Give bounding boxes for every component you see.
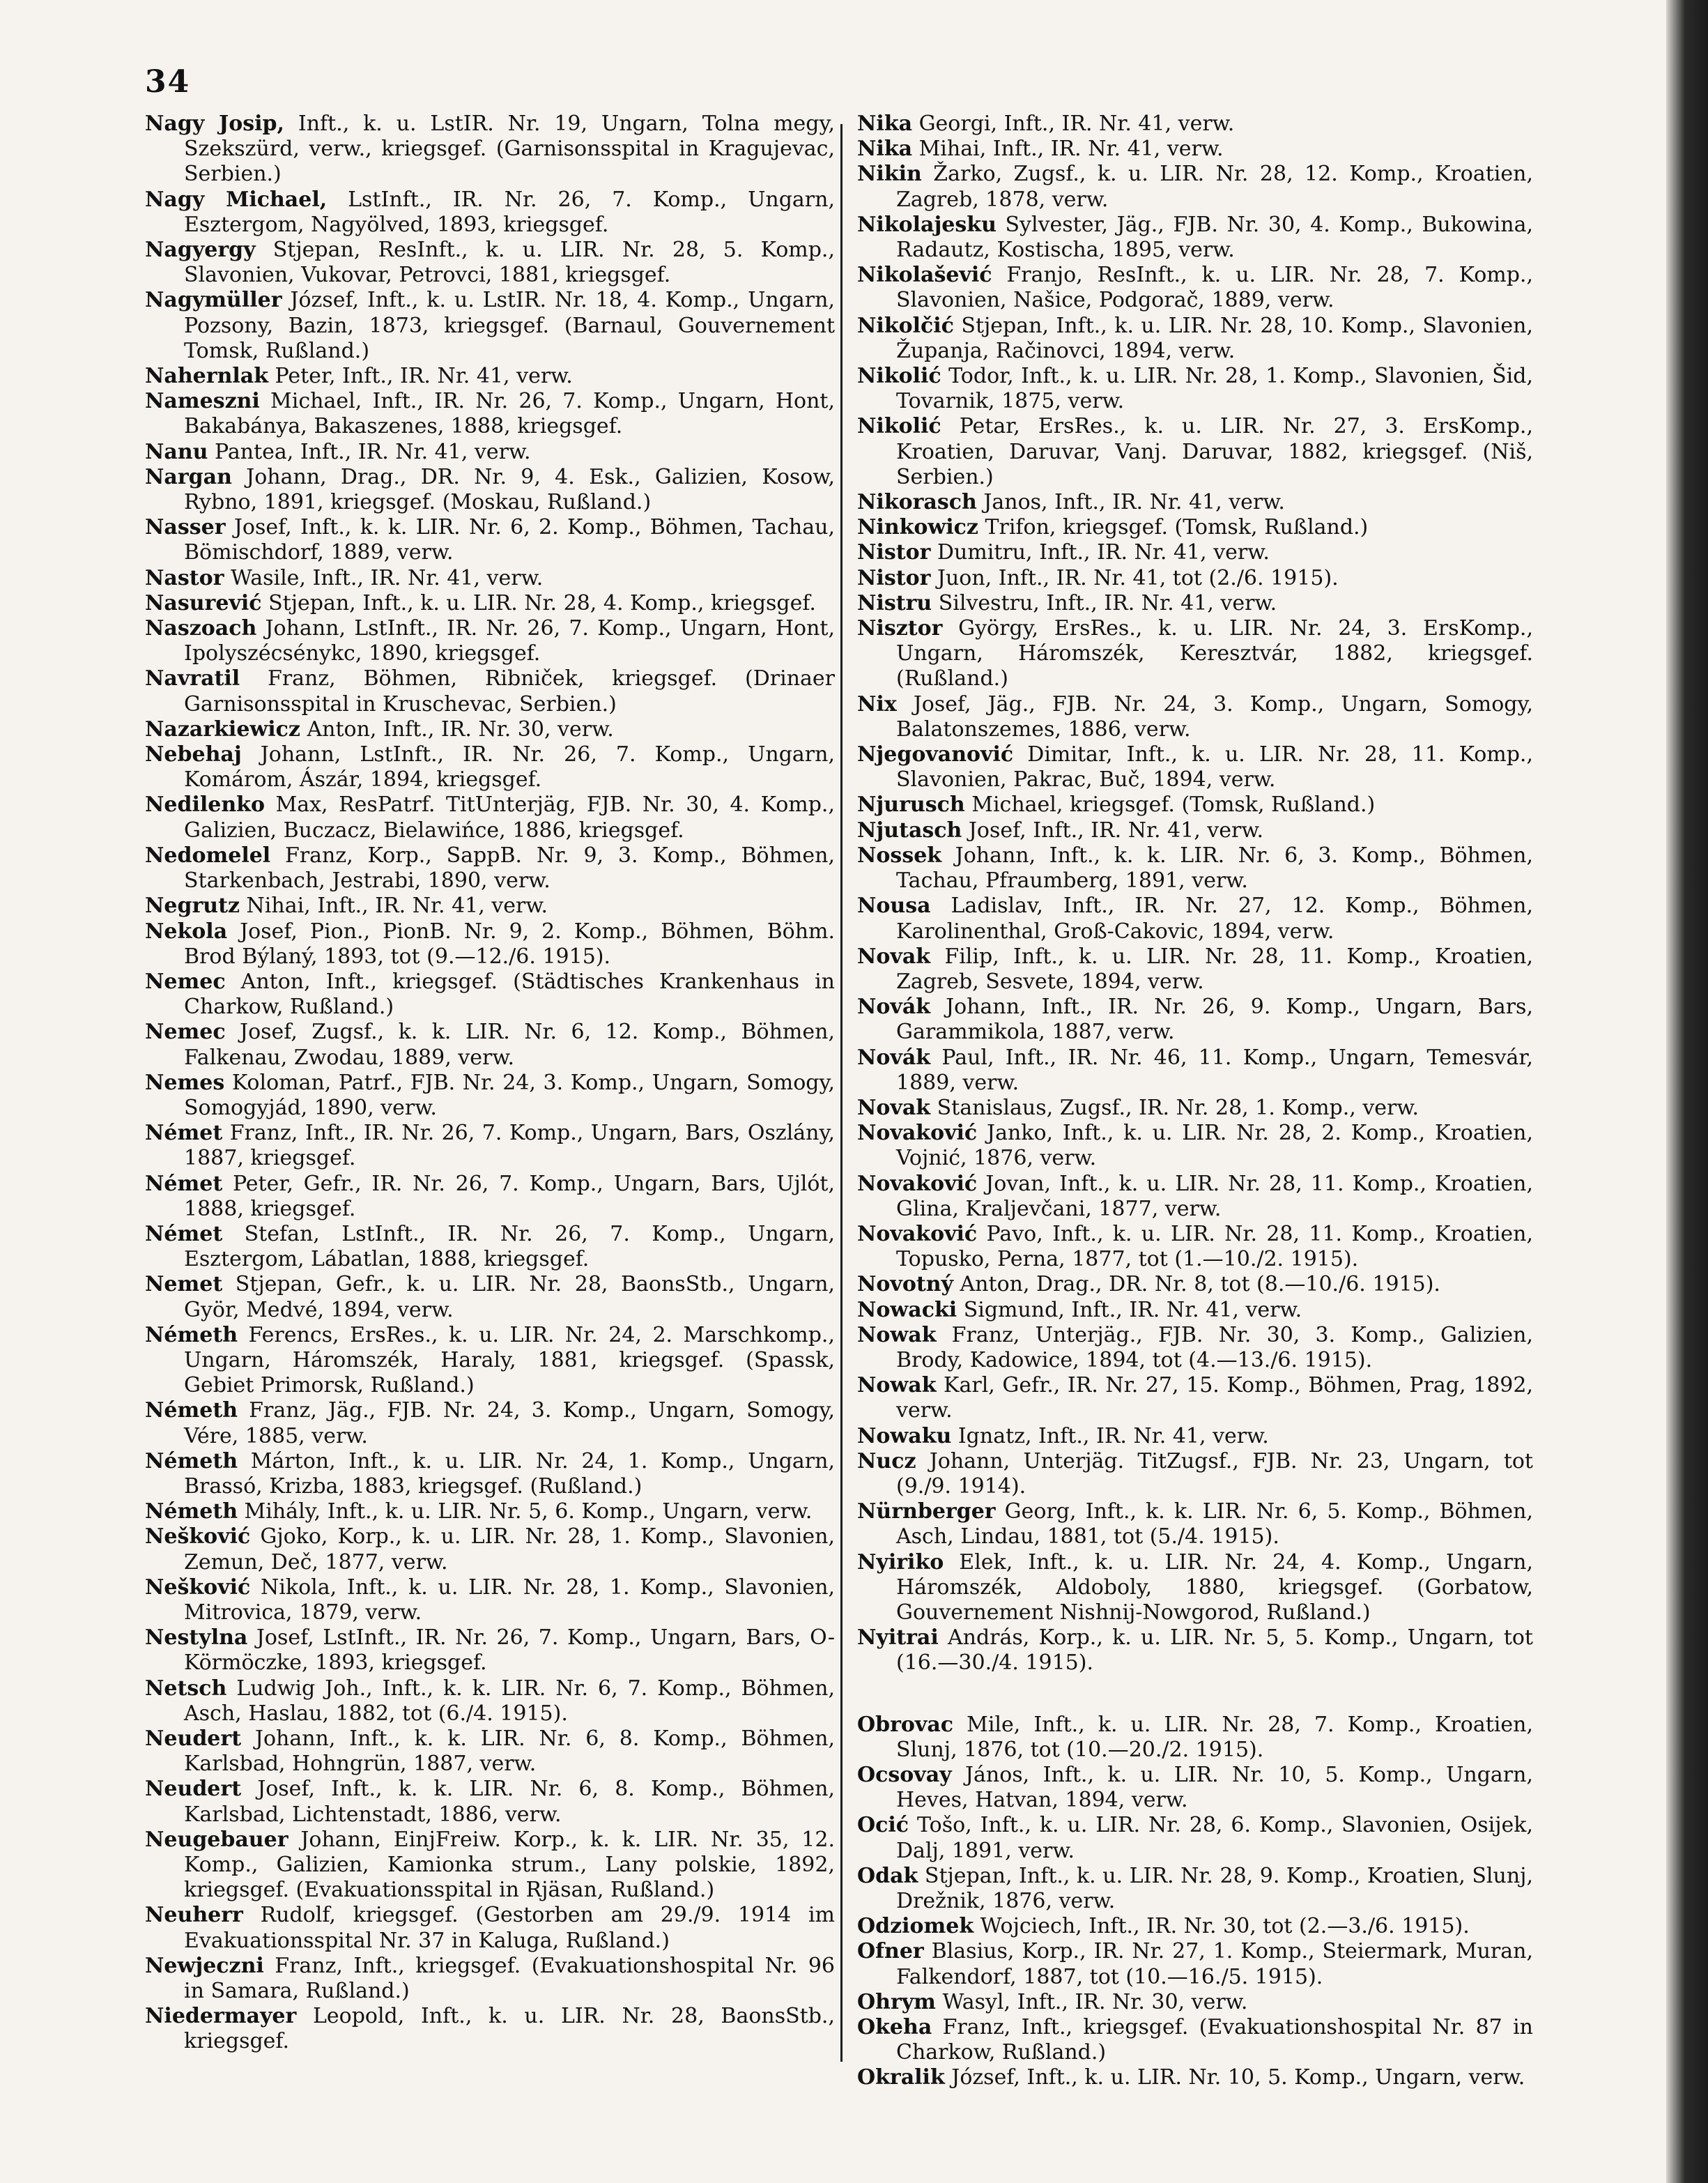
roster-entry	[857, 1914, 1533, 1939]
entry-details: Filip, Inft., k. u. LIR. Nr. 28, 11. Komp., Kroatien, Zagreb, Sesvete, 1894, verw.	[896, 944, 1533, 994]
entry-details: György, ErsRes., k. u. LIR. Nr. 24, 3. ErsKomp., Ungarn, Háromszék, Keresztvár, 1882, kriegsgef. (Rußland.)	[896, 616, 1533, 691]
entry-details: Anton, Inft., kriegsgef. (Städtisches Krankenhaus in Charkow, Rußland.)	[184, 969, 835, 1020]
roster-entry	[857, 792, 1533, 818]
roster-entry	[857, 616, 1533, 692]
entry-surname: Nanu	[145, 439, 208, 464]
entry-surname: Njegovanović	[857, 742, 1014, 767]
roster-entry	[857, 818, 1533, 843]
entry-surname: Nika	[857, 112, 913, 136]
entry-details: Ladislav, Inft., IR. Nr. 27, 12. Komp., Böhmen, Karolinenthal, Groß-Cakovic, 1894, verw.	[896, 894, 1533, 944]
entry-surname: Negrutz	[145, 894, 240, 919]
entry-surname: Nikolić	[857, 414, 941, 439]
roster-entry	[145, 1398, 835, 1448]
entry-surname: Nikolašević	[857, 263, 992, 288]
entry-surname: Német	[145, 1221, 223, 1246]
entry-details: Josef, Inft., k. k. LIR. Nr. 6, 2. Komp., Böhmen, Tachau, Bömischdorf, 1889, verw.	[184, 515, 835, 565]
entry-surname: Okeha	[857, 2015, 932, 2040]
entry-surname: Nürnberger	[857, 1499, 996, 1524]
entry-details: Stjepan, Gefr., k. u. LIR. Nr. 28, BaonsStb., Ungarn, Györ, Medvé, 1894, verw.	[184, 1272, 835, 1322]
roster-entry	[857, 490, 1533, 515]
entry-details: Wasyl, Inft., IR. Nr. 30, verw.	[935, 1989, 1248, 2014]
entry-details: Elek, Inft., k. u. LIR. Nr. 24, 4. Komp., Ungarn, Háromszék, Aldoboly, 1880, kriegsgef. (Gorbatow, Gouvernement Nishnij-Nowgorod, Rußland.)	[896, 1549, 1533, 1625]
entry-details: Janos, Inft., IR. Nr. 41, verw.	[976, 490, 1285, 515]
entry-details: Johann, Inft., k. k. LIR. Nr. 6, 3. Komp., Böhmen, Tachau, Pfraumberg, 1891, verw.	[896, 843, 1533, 894]
entry-surname: Nagy Josip,	[145, 112, 284, 136]
page-number: 34	[145, 64, 191, 100]
roster-entry	[145, 1020, 835, 1070]
entry-surname: Nemec	[145, 969, 226, 994]
entry-surname: Nemec	[145, 1020, 226, 1045]
entry-details: Franz, Inft., kriegsgef. (Evakuationshospital Nr. 87 in Charkow, Rußland.)	[896, 2015, 1533, 2065]
entry-surname: Nika	[857, 137, 913, 162]
roster-entry	[145, 742, 835, 792]
entry-surname: Nikolajesku	[857, 212, 997, 237]
roster-entry	[857, 843, 1533, 894]
roster-entry	[857, 1449, 1533, 1499]
entry-details: Franz, Inft., IR. Nr. 26, 7. Komp., Ungarn, Bars, Oszlány, 1887, kriegsgef.	[184, 1121, 835, 1171]
entry-surname: Nowak	[857, 1373, 937, 1398]
entry-details: Max, ResPatrf. TitUnterjäg, FJB. Nr. 30, 4. Komp., Galizien, Buczacz, Bielawińce, 1886, kriegsgef.	[184, 792, 835, 843]
roster-entry	[857, 263, 1533, 313]
entry-details: Anton, Drag., DR. Nr. 8, tot (8.—10./6. 1915).	[953, 1272, 1440, 1297]
right-column-o-section	[857, 1713, 1533, 2091]
entry-details: Leopold, Inft., k. u. LIR. Nr. 28, BaonsStb., kriegsgef.	[184, 2004, 835, 2054]
entry-surname: Niedermayer	[145, 2004, 297, 2029]
entry-surname: Nowak	[857, 1322, 937, 1347]
entry-details: Josef, Pion., PionB. Nr. 9, 2. Komp., Böhmen, Böhm. Brod Býlaný, 1893, tot (9.—12./6. 1915).	[184, 919, 835, 969]
entry-details: Franz, Jäg., FJB. Nr. 24, 3. Komp., Ungarn, Somogy, Vére, 1885, verw.	[184, 1398, 835, 1448]
roster-entry	[145, 112, 835, 187]
entry-surname: Nikin	[857, 162, 922, 187]
entry-surname: Németh	[145, 1322, 238, 1347]
entry-details: Wojciech, Inft., IR. Nr. 30, tot (2.—3./6. 1915).	[974, 1914, 1470, 1939]
entry-surname: Németh	[145, 1398, 238, 1423]
entry-surname: Nebehaj	[145, 742, 242, 767]
entry-details: Wasile, Inft., IR. Nr. 41, verw.	[224, 565, 544, 590]
entry-details: Tošo, Inft., k. u. LIR. Nr. 28, 6. Komp., Slavonien, Osijek, Dalj, 1891, verw.	[896, 1813, 1533, 1863]
roster-entry	[857, 540, 1533, 565]
roster-entry	[145, 616, 835, 666]
roster-entry	[145, 1172, 835, 1222]
entry-surname: Nagyergy	[145, 238, 256, 263]
entry-surname: Nyitrai	[857, 1625, 939, 1650]
entry-surname: Nešković	[145, 1524, 251, 1549]
entry-surname: Nikorasch	[857, 490, 977, 515]
entry-details: Stjepan, Inft., k. u. LIR. Nr. 28, 4. Komp., kriegsgef.	[261, 590, 816, 615]
roster-entry	[857, 1373, 1533, 1423]
entry-surname: Novák	[857, 995, 931, 1020]
roster-entry	[857, 414, 1533, 490]
entry-details: Silvestru, Inft., IR. Nr. 41, verw.	[932, 590, 1277, 615]
roster-entry	[145, 364, 835, 389]
entry-details: Blasius, Korp., IR. Nr. 27, 1. Komp., Steiermark, Muran, Falkendorf, 1887, tot (10.—16./5. 1915).	[896, 1939, 1533, 1989]
entry-surname: Nowacki	[857, 1297, 957, 1322]
entry-details: Petar, ErsRes., k. u. LIR. Nr. 27, 3. ErsKomp., Kroatien, Daruvar, Vanj. Daruvar, 1882, kriegsgef. (Niš, Serbien.)	[896, 414, 1533, 489]
entry-details: Márton, Inft., k. u. LIR. Nr. 24, 1. Komp., Ungarn, Brassó, Krizba, 1883, kriegsgef. (Rußland.)	[184, 1448, 835, 1499]
entry-details: Johann, EinjFreiw. Korp., k. k. LIR. Nr. 35, 12. Komp., Galizien, Kamionka strum., Lany polskie, 1892, kriegsgef. (Evakuationsspital in Rjäsan, Rußland.)	[184, 1827, 835, 1903]
entry-details: Josef, Inft., IR. Nr. 41, verw.	[962, 818, 1264, 843]
left-column	[145, 112, 835, 2055]
entry-surname: Németh	[145, 1499, 238, 1524]
entry-surname: Newjeczni	[145, 1953, 264, 1978]
entry-surname: Nousa	[857, 894, 931, 919]
entry-surname: Nagy Michael,	[145, 187, 328, 212]
roster-entry	[857, 1272, 1533, 1297]
roster-entry	[857, 1298, 1533, 1323]
entry-details: András, Korp., k. u. LIR. Nr. 5, 5. Komp., Ungarn, tot (16.—30./4. 1915).	[896, 1625, 1533, 1676]
entry-details: József, Inft., k. u. LIR. Nr. 10, 5. Komp., Ungarn, verw.	[944, 2065, 1525, 2090]
entry-surname: Nasser	[145, 515, 226, 540]
roster-entry	[857, 137, 1533, 162]
roster-entry	[145, 1323, 835, 1399]
entry-surname: Navratil	[145, 666, 240, 691]
entry-details: Johann, LstInft., IR. Nr. 26, 7. Komp., Ungarn, Komárom, Ászár, 1894, kriegsgef.	[184, 742, 835, 792]
entry-details: József, Inft., k. u. LstIR. Nr. 18, 4. Komp., Ungarn, Pozsony, Bazin, 1873, kriegsgef. (Barnaul, Gouvernement Tomsk, Rußland.)	[184, 288, 835, 363]
roster-entry	[857, 112, 1533, 137]
roster-entry	[145, 1272, 835, 1322]
entry-details: Todor, Inft., k. u. LIR. Nr. 28, 1. Komp., Slavonien, Šid, Tovarnik, 1875, verw.	[896, 364, 1533, 414]
entry-surname: Neudert	[145, 1777, 242, 1802]
entry-surname: Novaković	[857, 1121, 978, 1146]
entry-surname: Neudert	[145, 1726, 242, 1751]
section-gap	[857, 1676, 1533, 1713]
roster-entry	[145, 1625, 835, 1676]
roster-entry	[145, 1676, 835, 1726]
entry-surname: Obrovac	[857, 1712, 954, 1737]
roster-entry	[857, 1550, 1533, 1626]
roster-entry	[857, 742, 1533, 792]
roster-entry	[857, 1625, 1533, 1676]
entry-details: Karl, Gefr., IR. Nr. 27, 15. Komp., Böhmen, Prag, 1892, verw.	[896, 1373, 1533, 1423]
entry-surname: Német	[145, 1121, 223, 1146]
entry-surname: Novaković	[857, 1221, 978, 1246]
entry-surname: Német	[145, 1171, 223, 1196]
entry-surname: Nagymüller	[145, 288, 282, 313]
roster-entry	[145, 591, 835, 616]
entry-details: Nihai, Inft., IR. Nr. 41, verw.	[240, 894, 548, 919]
entry-details: Sylvester, Jäg., FJB. Nr. 30, 4. Komp., Bukowina, Radautz, Kostischa, 1895, verw.	[896, 212, 1533, 263]
roster-entry	[145, 1524, 835, 1575]
roster-entry	[857, 162, 1533, 212]
entry-details: Peter, Inft., IR. Nr. 41, verw.	[268, 364, 573, 389]
roster-entry	[145, 1499, 835, 1524]
roster-entry	[145, 1121, 835, 1171]
entry-details: Ferencs, ErsRes., k. u. LIR. Nr. 24, 2. Marschkomp., Ungarn, Háromszék, Haraly, 1881, kriegsgef. (Spassk, Gebiet Primorsk, Rußland.)	[184, 1322, 835, 1398]
entry-surname: Netsch	[145, 1676, 227, 1701]
entry-details: Josef, Jäg., FJB. Nr. 24, 3. Komp., Ungarn, Somogy, Balatonszemes, 1886, verw.	[896, 691, 1533, 742]
roster-entry	[857, 1323, 1533, 1373]
entry-details: Pavo, Inft., k. u. LIR. Nr. 28, 11. Komp., Kroatien, Topusko, Perna, 1877, tot (1.—10./2. 1915).	[896, 1221, 1533, 1272]
entry-details: Janko, Inft., k. u. LIR. Nr. 28, 2. Komp., Kroatien, Vojnić, 1876, verw.	[896, 1121, 1533, 1171]
entry-details: Trifon, kriegsgef. (Tomsk, Rußland.)	[978, 515, 1369, 540]
entry-surname: Ohrym	[857, 1989, 936, 2014]
page-edge-shadow	[1666, 0, 1708, 2183]
entry-surname: Njutasch	[857, 818, 962, 843]
entry-surname: Naszoach	[145, 616, 257, 641]
entry-surname: Neugebauer	[145, 1827, 288, 1852]
entry-surname: Njurusch	[857, 792, 965, 818]
entry-surname: Odziomek	[857, 1914, 974, 1939]
roster-entry	[857, 515, 1533, 540]
roster-entry	[857, 995, 1533, 1045]
roster-entry	[145, 1726, 835, 1777]
entry-details: Inft., k. u. LstIR. Nr. 19, Ungarn, Tolna megy, Szekszürd, verw., kriegsgef. (Garnisonsspital in Kragujevac, Serbien.)	[184, 112, 836, 187]
entry-surname: Nemet	[145, 1272, 223, 1297]
roster-entry	[145, 515, 835, 565]
roster-entry	[857, 1499, 1533, 1549]
roster-entry	[857, 1864, 1533, 1914]
roster-entry	[857, 894, 1533, 944]
roster-entry	[857, 1045, 1533, 1096]
entry-details: Franz, Inft., kriegsgef. (Evakuationshospital Nr. 96 in Samara, Rußland.)	[184, 1953, 835, 2004]
entry-surname: Nikolić	[857, 364, 941, 389]
roster-entry	[857, 314, 1533, 364]
roster-entry	[857, 591, 1533, 616]
entry-details: Rudolf, kriegsgef. (Gestorben am 29./9. 1914 im Evakuationsspital Nr. 37 in Kaluga, Rußland.)	[184, 1903, 835, 1953]
roster-entry	[145, 1828, 835, 1904]
right-column	[857, 112, 1533, 2091]
roster-entry	[145, 1777, 835, 1827]
entry-details: Johann, Inft., k. k. LIR. Nr. 6, 8. Komp., Böhmen, Karlsbad, Hohngrün, 1887, verw.	[184, 1726, 835, 1777]
entry-surname: Nameszni	[145, 389, 260, 414]
entry-surname: Neuherr	[145, 1903, 243, 1928]
roster-entry	[145, 566, 835, 591]
column-divider	[840, 124, 843, 2062]
entry-details: Ignatz, Inft., IR. Nr. 41, verw.	[951, 1423, 1269, 1448]
entry-details: Sigmund, Inft., IR. Nr. 41, verw.	[957, 1297, 1302, 1322]
entry-surname: Ocić	[857, 1813, 909, 1838]
entry-details: Stanislaus, Zugsf., IR. Nr. 28, 1. Komp., verw.	[930, 1095, 1420, 1120]
entry-details: Stjepan, ResInft., k. u. LIR. Nr. 28, 5. Komp., Slavonien, Vukovar, Petrovci, 1881, kriegsgef.	[184, 238, 835, 288]
entry-details: Mihai, Inft., IR. Nr. 41, verw.	[912, 137, 1224, 162]
entry-surname: Ninkowicz	[857, 515, 978, 540]
entry-surname: Nistor	[857, 565, 931, 590]
entry-surname: Nazarkiewicz	[145, 717, 300, 742]
entry-details: Koloman, Patrf., FJB. Nr. 24, 3. Komp., Ungarn, Somogy, Somogyjád, 1890, verw.	[184, 1070, 835, 1120]
roster-entry	[145, 1575, 835, 1625]
entry-surname: Nix	[857, 691, 897, 717]
entry-details: Franz, Unterjäg., FJB. Nr. 30, 3. Komp., Galizien, Brody, Kadowice, 1894, tot (4.—13./6. 1915).	[896, 1322, 1533, 1372]
entry-details: Stefan, LstInft., IR. Nr. 26, 7. Komp., Ungarn, Esztergom, Lábatlan, 1888, kriegsgef.	[184, 1221, 835, 1272]
entry-details: Dimitar, Inft., k. u. LIR. Nr. 28, 11. Komp., Slavonien, Pakrac, Buč, 1894, verw.	[896, 742, 1533, 792]
entry-surname: Nossek	[857, 843, 942, 868]
entry-details: Stjepan, Inft., k. u. LIR. Nr. 28, 9. Komp., Kroatien, Slunj, Drežnik, 1876, verw.	[896, 1863, 1533, 1914]
roster-entry	[857, 692, 1533, 742]
roster-entry	[145, 465, 835, 515]
entry-surname: Novák	[857, 1045, 931, 1070]
right-column-n-section	[857, 112, 1533, 1676]
entry-details: Paul, Inft., IR. Nr. 46, 11. Komp., Ungarn, Temesvár, 1889, verw.	[896, 1045, 1533, 1095]
entry-details: Jovan, Inft., k. u. LIR. Nr. 28, 11. Komp., Kroatien, Glina, Kraljevčani, 1877, verw.	[896, 1171, 1533, 1221]
roster-entry	[857, 2065, 1533, 2090]
entry-details: Michael, kriegsgef. (Tomsk, Rußland.)	[964, 792, 1376, 818]
entry-surname: Nedilenko	[145, 792, 265, 818]
entry-details: Johann, Drag., DR. Nr. 9, 4. Esk., Galizien, Kosow, Rybno, 1891, kriegsgef. (Moskau, Rußland.)	[184, 464, 835, 515]
entry-details: Pantea, Inft., IR. Nr. 41, verw.	[208, 439, 531, 464]
roster-entry	[145, 1449, 835, 1499]
roster-entry	[145, 187, 835, 238]
entry-details: Johann, Unterjäg. TitZugsf., FJB. Nr. 23, Ungarn, tot (9./9. 1914).	[896, 1448, 1533, 1499]
entry-surname: Nedomelel	[145, 843, 271, 868]
entry-details: Franjo, ResInft., k. u. LIR. Nr. 28, 7. Komp., Slavonien, Našice, Podgorač, 1889, verw.	[896, 263, 1533, 313]
roster-entry	[145, 717, 835, 742]
entry-details: Josef, LstInft., IR. Nr. 26, 7. Komp., Ungarn, Bars, O-Körmöczke, 1893, kriegsgef.	[184, 1625, 835, 1676]
roster-entry	[857, 1713, 1533, 1763]
roster-entry	[145, 843, 835, 894]
roster-entry	[145, 389, 835, 439]
roster-entry	[857, 213, 1533, 263]
entry-surname: Nistor	[857, 540, 931, 565]
entry-surname: Nemes	[145, 1070, 225, 1095]
entry-details: Ludwig Joh., Inft., k. k. LIR. Nr. 6, 7. Komp., Böhmen, Asch, Haslau, 1882, tot (6./4. 1915).	[184, 1676, 835, 1726]
roster-entry	[857, 944, 1533, 995]
entry-surname: Nasurević	[145, 590, 262, 615]
entry-surname: Odak	[857, 1863, 918, 1888]
entry-details: Georg, Inft., k. k. LIR. Nr. 6, 5. Komp., Böhmen, Asch, Lindau, 1881, tot (5./4. 1915).	[896, 1499, 1533, 1549]
entry-surname: Nastor	[145, 565, 224, 590]
entry-details: Mile, Inft., k. u. LIR. Nr. 28, 7. Komp., Kroatien, Slunj, 1876, tot (10.—20./2. 1915).	[896, 1712, 1533, 1762]
roster-entry	[145, 1071, 835, 1121]
roster-entry	[857, 1990, 1533, 2015]
entry-details: Peter, Gefr., IR. Nr. 26, 7. Komp., Ungarn, Bars, Ujlót, 1888, kriegsgef.	[184, 1171, 835, 1221]
entry-surname: Nucz	[857, 1448, 916, 1473]
entry-details: János, Inft., k. u. LIR. Nr. 10, 5. Komp., Ungarn, Heves, Hatvan, 1894, verw.	[896, 1763, 1533, 1813]
roster-entry	[857, 1424, 1533, 1449]
entry-surname: Nahernlak	[145, 364, 268, 389]
entry-details: Franz, Böhmen, Ribniček, kriegsgef. (Drinaer Garnisonsspital in Kruschevac, Serbien.)	[184, 666, 835, 717]
entry-surname: Nisztor	[857, 616, 943, 641]
roster-entry	[145, 1903, 835, 1953]
roster-entry	[857, 566, 1533, 591]
roster-entry	[145, 919, 835, 970]
roster-entry	[145, 440, 835, 465]
entry-surname: Novotný	[857, 1272, 953, 1297]
entry-surname: Ofner	[857, 1939, 924, 1964]
entry-details: Stjepan, Inft., k. u. LIR. Nr. 28, 10. Komp., Slavonien, Županja, Račinovci, 1894, verw.	[896, 313, 1533, 363]
roster-entry	[857, 1222, 1533, 1272]
roster-entry	[857, 1939, 1533, 1989]
entry-details: Dumitru, Inft., IR. Nr. 41, verw.	[930, 540, 1270, 565]
roster-entry	[857, 364, 1533, 414]
roster-entry	[145, 792, 835, 843]
entry-surname: Novak	[857, 1095, 931, 1120]
entry-surname: Okralik	[857, 2065, 945, 2090]
roster-entry	[857, 1763, 1533, 1813]
roster-entry	[145, 1222, 835, 1272]
roster-entry	[857, 1121, 1533, 1171]
entry-details: Nikola, Inft., k. u. LIR. Nr. 28, 1. Komp., Slavonien, Mitrovica, 1879, verw.	[184, 1575, 835, 1625]
entry-details: Žarko, Zugsf., k. u. LIR. Nr. 28, 12. Komp., Kroatien, Zagreb, 1878, verw.	[896, 162, 1533, 212]
roster-entry	[145, 2004, 835, 2054]
entry-details: Johann, Inft., IR. Nr. 26, 9. Komp., Ungarn, Bars, Garammikola, 1887, verw.	[896, 995, 1533, 1045]
roster-entry	[857, 2015, 1533, 2065]
entry-details: Anton, Inft., IR. Nr. 30, verw.	[300, 717, 614, 742]
entry-details: LstInft., IR. Nr. 26, 7. Komp., Ungarn, Esztergom, Nagyölved, 1893, kriegsgef.	[184, 187, 835, 237]
entry-surname: Németh	[145, 1448, 238, 1473]
roster-entry	[145, 894, 835, 919]
roster-entry	[145, 238, 835, 288]
roster-entry	[145, 666, 835, 717]
entry-details: Josef, Zugsf., k. k. LIR. Nr. 6, 12. Komp., Böhmen, Falkenau, Zwodau, 1889, verw.	[184, 1020, 835, 1070]
entry-surname: Nyiriko	[857, 1549, 944, 1575]
entry-details: Gjoko, Korp., k. u. LIR. Nr. 28, 1. Komp., Slavonien, Zemun, Deč, 1877, verw.	[184, 1524, 835, 1575]
roster-entry	[145, 970, 835, 1020]
roster-entry	[857, 1172, 1533, 1222]
roster-entry	[145, 1954, 835, 2004]
entry-surname: Nikolčić	[857, 313, 954, 338]
entry-details: Michael, Inft., IR. Nr. 26, 7. Komp., Ungarn, Hont, Bakabánya, Bakaszenes, 1888, kriegsgef.	[184, 389, 835, 439]
entry-surname: Nargan	[145, 464, 232, 489]
entry-surname: Novaković	[857, 1171, 978, 1196]
entry-surname: Nešković	[145, 1575, 251, 1600]
entry-surname: Novak	[857, 944, 931, 969]
entry-details: Juon, Inft., IR. Nr. 41, tot (2./6. 1915).	[930, 565, 1339, 590]
entry-surname: Ocsovay	[857, 1763, 952, 1787]
roster-entry	[145, 288, 835, 364]
entry-surname: Nekola	[145, 919, 228, 944]
entry-surname: Nowaku	[857, 1423, 952, 1448]
roster-entry	[857, 1096, 1533, 1121]
entry-details: Johann, LstInft., IR. Nr. 26, 7. Komp., Ungarn, Hont, Ipolyszécsénykc, 1890, kriegsgef.	[184, 616, 835, 666]
entry-details: Franz, Korp., SappB. Nr. 9, 3. Komp., Böhmen, Starkenbach, Jestrabi, 1890, verw.	[184, 843, 835, 894]
entry-details: Josef, Inft., k. k. LIR. Nr. 6, 8. Komp., Böhmen, Karlsbad, Lichtenstadt, 1886, verw.	[184, 1777, 835, 1827]
entry-details: Georgi, Inft., IR. Nr. 41, verw.	[912, 112, 1235, 136]
entry-surname: Nistru	[857, 590, 932, 615]
entry-surname: Nestylna	[145, 1625, 248, 1650]
roster-entry	[857, 1813, 1533, 1863]
entry-details: Mihály, Inft., k. u. LIR. Nr. 5, 6. Komp., Ungarn, verw.	[238, 1499, 813, 1524]
